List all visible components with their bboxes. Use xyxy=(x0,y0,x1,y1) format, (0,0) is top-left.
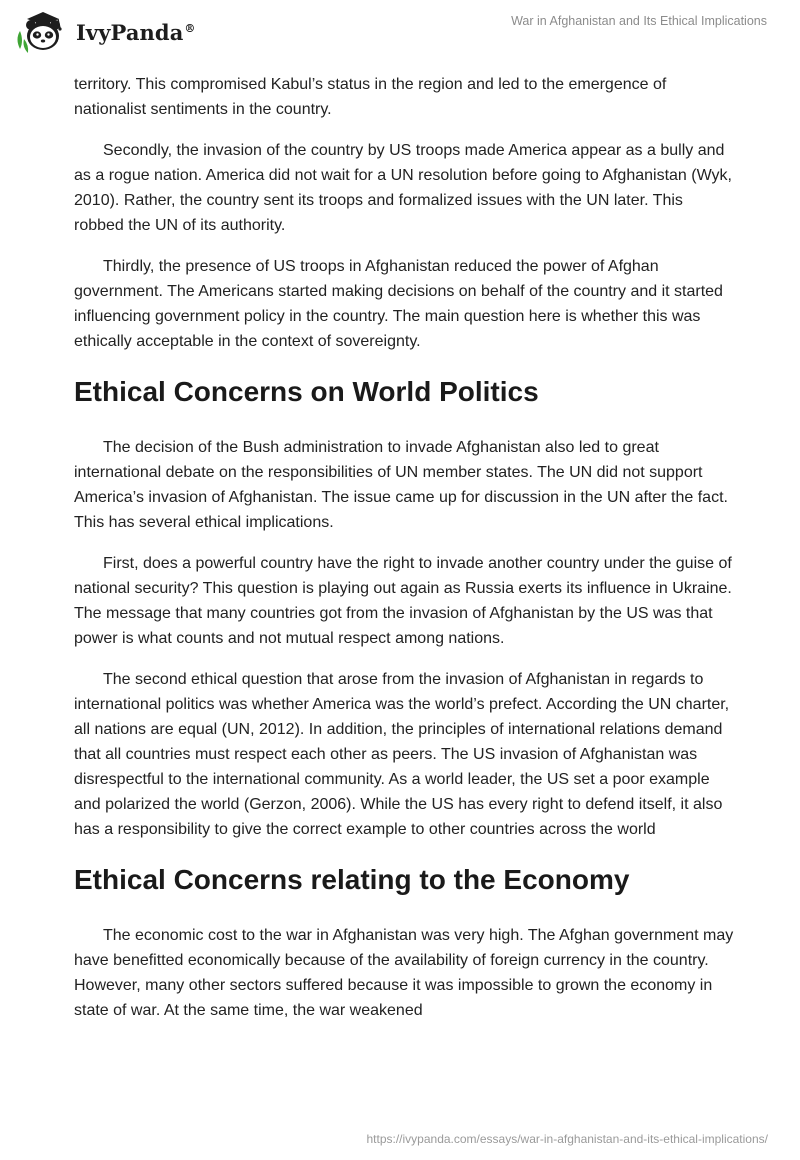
section-heading-economy: Ethical Concerns relating to the Economy xyxy=(74,864,630,895)
ivypanda-logo[interactable] xyxy=(14,9,196,55)
source-url[interactable]: https://ivypanda.com/essays/war-in-afghanistan-and-its-ethical-implications/ xyxy=(366,1132,768,1146)
paragraph-2: Secondly, the invasion of the country by US troops made America appear as a bully and as a rogue nation. America did not wait for a UN resolution before going to Afghanistan (Wyk, 2010). Rather, the country sent its troops and formalized issues with the UN later. This robbed the UN of its authority. xyxy=(74,142,732,234)
document-title: War in Afghanistan and Its Ethical Implications xyxy=(511,14,767,28)
page-header xyxy=(0,0,800,70)
paragraph-4: The decision of the Bush administration to invade Afghanistan also led to great international debate on the responsibilities of UN member states. The UN did not support America’s invasion of Afghanistan. The issue came up for discussion in the UN after the fact. This has several ethical implications. xyxy=(74,439,728,531)
paragraph-5: First, does a powerful country have the right to invade another country under the guise of national security? This question is playing out again as Russia exerts its influence in Ukraine. The message that many countries got from the invasion of Afghanistan by the US was that power is what counts and not mutual respect among nations. xyxy=(74,555,732,647)
essay-content xyxy=(74,72,734,1039)
paragraph-3: Thirdly, the presence of US troops in Afghanistan reduced the power of Afghan government. The Americans started making decisions on behalf of the country and it started influencing government policy in the country. The main question here is whether this was ethically acceptable in the context of sovereignty. xyxy=(74,258,723,350)
logo-wordmark: IvyPanda® xyxy=(76,19,196,45)
panda-graduate-icon xyxy=(14,9,72,55)
paragraph-1: territory. This compromised Kabul’s status in the region and led to the emergence of nationalist sentiments in the country. xyxy=(74,76,667,118)
paragraph-6: The second ethical question that arose from the invasion of Afghanistan in regards to international politics was whether America was the world’s prefect. According the UN charter, all nations are equal (UN, 2012). In addition, the principles of international relations demand that all countries must respect each other as peers. The US invasion of Afghanistan was disrespectful to the international community. As a world leader, the US set a poor example and polarized the world (Gerzon, 2006). While the US has every right to defend itself, it also has a responsibility to give the correct example to other countries across the world xyxy=(74,671,730,838)
registered-mark: ® xyxy=(184,21,196,35)
section-heading-world-politics: Ethical Concerns on World Politics xyxy=(74,376,539,407)
paragraph-7: The economic cost to the war in Afghanistan was very high. The Afghan government may have benefitted economically because of the availability of foreign currency in the country. However, many other sectors suffered because it was impossible to grown the economy in state of war. At the same time, the war weakened xyxy=(74,927,734,1019)
